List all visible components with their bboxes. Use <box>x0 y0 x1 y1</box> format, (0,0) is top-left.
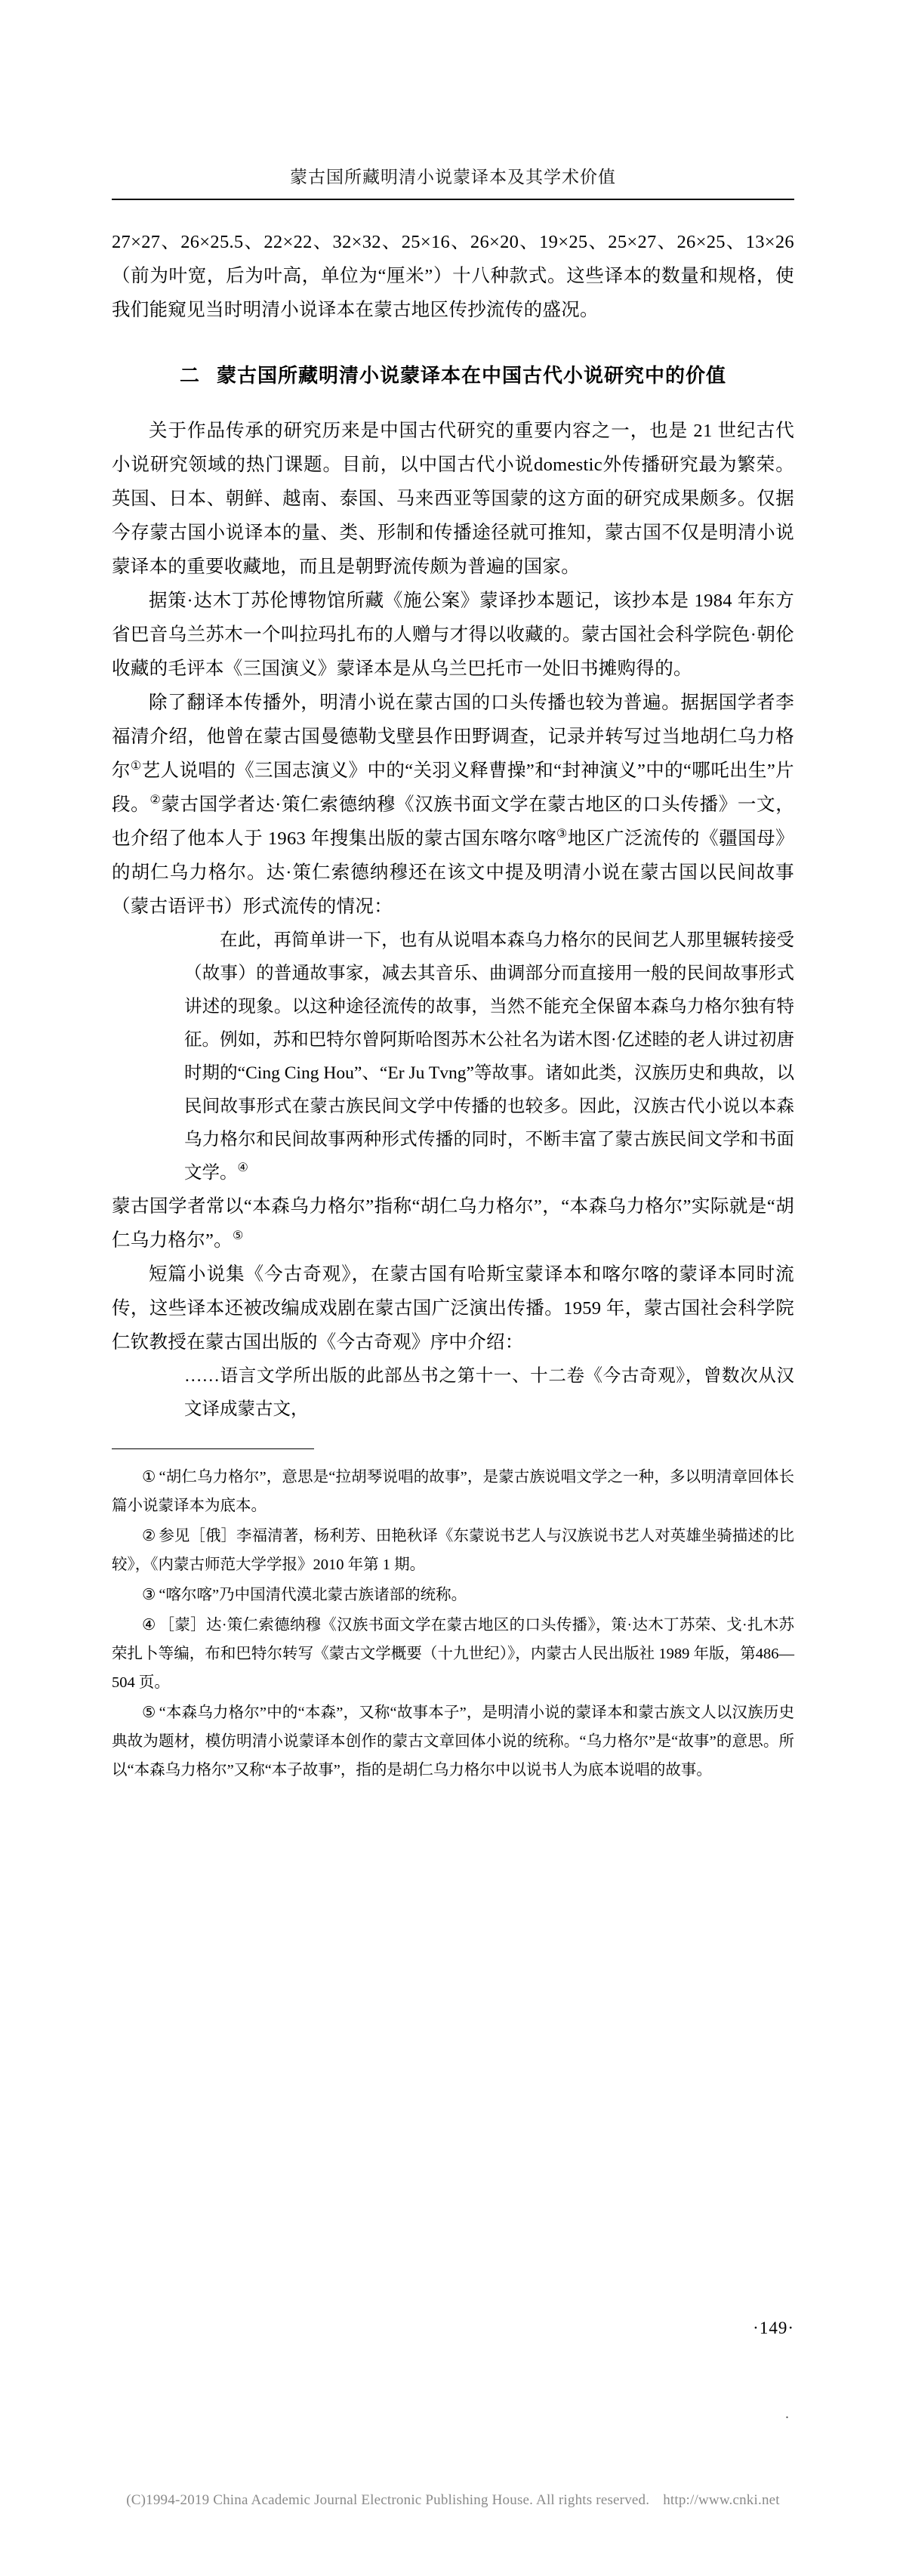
footnote-marker: ⑤ <box>142 1704 156 1721</box>
paragraph-3 <box>112 686 794 924</box>
footnote-ref-1: ① <box>130 759 142 773</box>
footer <box>0 2492 906 2509</box>
paragraph-3-part-a: 除了翻译本传播外，明清小说在蒙古国的口头传播也较为普遍。据据国学者李福清介绍，他曾在蒙古国曼德勒戈壁县作田野调查，记录并转写过当地胡仁乌力格尔 <box>112 693 794 781</box>
page-content <box>112 0 794 1786</box>
footnote-marker: ④ <box>142 1617 156 1634</box>
page-number: ·149· <box>753 2318 794 2337</box>
footnotes <box>112 1463 794 1785</box>
footnote-item <box>112 1611 794 1697</box>
copyright-notice: (C)1994-2019 China Academic Journal Electronic Publishing House. All rights reserved. <box>126 2492 650 2508</box>
footnote-text: ［蒙］达·策仁索德纳穆《汉族书面文学在蒙古地区的口头传播》，策·达木丁苏荣、戈·扎木苏荣扎卜等编，布和巴特尔转写《蒙古文学概要（十九世纪）》，内蒙古人民出版社 1989 年版，第486—504 页。 <box>112 1617 794 1691</box>
header-rule <box>112 199 794 200</box>
paragraph-4-text: 蒙古国学者常以“本森乌力格尔”指称“胡仁乌力格尔”，“本森乌力格尔”实际就是“胡仁乌力格尔”。 <box>112 1196 794 1251</box>
footnote-ref-5: ⑤ <box>232 1229 244 1242</box>
footnote-item <box>112 1522 794 1579</box>
footnote-marker: ① <box>142 1469 156 1485</box>
footnote-ref-2: ② <box>149 793 162 807</box>
block-quote-2: ……语言文学所出版的此部丛书之第十一、十二卷《今古奇观》，曾数次从汉文译成蒙古文， <box>184 1366 794 1419</box>
cnki-url-link[interactable]: http://www.cnki.net <box>663 2492 780 2508</box>
footnote-item <box>112 1463 794 1520</box>
footnote-text: “本森乌力格尔”中的“本森”，又称“故事本子”，是明清小说的蒙译本和蒙古族文人以汉族历史典故为题材，模仿明清小说蒙译本创作的蒙古文章回体小说的统称。“乌力格尔”是“故事”的意思。所以“本森乌力格尔”又称“本子故事”，指的是胡仁乌力格尔中以说书人为底本说唱的故事。 <box>112 1704 794 1779</box>
paragraph-3-part-c: 蒙古国学者达·策仁索德纳穆《汉族书面文学在蒙古地区的口头传播》一文，也介绍了他本人于 1963 年搜集出版的蒙古国东喀尔喀 <box>112 794 795 849</box>
paragraph-2: 据策·达木丁苏伦博物馆所藏《施公案》蒙译抄本题记，该抄本是 1984 年东方省巴音乌兰苏木一个叫拉玛扎布的人赠与才得以收藏的。蒙古国社会科学院色·朝伦收藏的毛评本《三国演义》蒙译本是从乌兰巴托市一处旧书摊购得的。 <box>112 591 794 679</box>
section-title: 蒙古国所藏明清小说蒙译本在中国古代小说研究中的价值 <box>217 365 727 387</box>
paragraph-3-part-b: 艺人说唱的《三国志演义》中的“关羽义释曹操”和“封神演义”中的“哪吒出生”片段。 <box>112 760 794 815</box>
block-quote-1 <box>112 924 794 1189</box>
footnote-ref-3: ③ <box>556 827 568 841</box>
paragraph-3-part-d: 地区广泛流传的《疆国母》的胡仁乌力格尔。达·策仁索德纳穆还在该文中提及明清小说在蒙古国以民间故事（蒙古语评书）形式流传的情况： <box>112 828 794 917</box>
footnote-ref-4: ④ <box>237 1162 248 1175</box>
paragraph-1: 关于作品传承的研究历来是中国古代研究的重要内容之一，也是 21 世纪古代小说研究领域的热门课题。目前，以中国古代小说domestic外传播研究最为繁荣。英国、日本、朝鲜、越南、泰国、马来西亚等国蒙的这方面的研究成果颇多。仅据今存蒙古国小说译本的量、类、形制和传播途径就可推知，蒙古国不仅是明清小说蒙译本的重要收藏地，而且是朝野流传颇为普遍的国家。 <box>112 421 794 577</box>
footnote-text: “喀尔喀”乃中国清代漠北蒙古族诸部的统称。 <box>159 1587 467 1603</box>
footnote-text: 参见［俄］李福清著，杨利芳、田艳秋译《东蒙说书艺人与汉族说书艺人对英雄坐骑描述的比较》，《内蒙古师范大学学报》2010 年第 1 期。 <box>112 1528 794 1573</box>
page-corner-dot: . <box>785 2405 789 2422</box>
section-heading <box>112 360 794 388</box>
footnote-item <box>112 1581 794 1609</box>
footnote-marker: ② <box>142 1528 156 1544</box>
footnote-text: “胡仁乌力格尔”，意思是“拉胡琴说唱的故事”，是蒙古族说唱文学之一种，多以明清章回体长篇小说蒙译本为底本。 <box>112 1469 794 1514</box>
paragraph-5: 短篇小说集《今古奇观》，在蒙古国有哈斯宝蒙译本和喀尔喀的蒙译本同时流传，这些译本还被改编成戏剧在蒙古国广泛演出传播。1959 年，蒙古国社会科学院仁钦教授在蒙古国出版的《今古奇观》序中介绍： <box>112 1264 794 1353</box>
section-number: 二 <box>179 365 200 387</box>
footnote-separator <box>112 1448 314 1449</box>
footnote-item <box>112 1698 794 1785</box>
block-quote-1-text: 在此，再简单讲一下，也有从说唱本森乌力格尔的民间艺人那里辗转接受（故事）的普通故事家，减去其音乐、曲调部分而直接用一般的民间故事形式讲述的现象。以这种途径流传的故事，当然不能充全保留本森乌力格尔独有特征。例如，苏和巴特尔曾阿斯哈图苏木公社名为诺木图·亿述睦的老人讲过初唐时期的“Cing Cing Hou”、“Er Ju Tvng”等故事。诸如此类，汉族历史和典故，以民间故事形式在蒙古族民间文学中传播的也较多。因此，汉族古代小说以本森乌力格尔和民间故事两种形式传播的同时，不断丰富了蒙古族民间文学和书面文学。 <box>184 930 794 1183</box>
running-head: 蒙古国所藏明清小说蒙译本及其学术价值 <box>290 168 616 187</box>
paragraph-opening: 27×27、26×25.5、22×22、32×32、25×16、26×20、19×25、25×27、26×25、13×26（前为叶宽，后为叶高，单位为“厘米”）十八种款式。这些译本的数量和规格，使我们能窥见当时明清小说译本在蒙古地区传抄流传的盛况。 <box>112 232 794 320</box>
footnote-marker: ③ <box>142 1587 156 1603</box>
paragraph-4 <box>112 1189 794 1257</box>
